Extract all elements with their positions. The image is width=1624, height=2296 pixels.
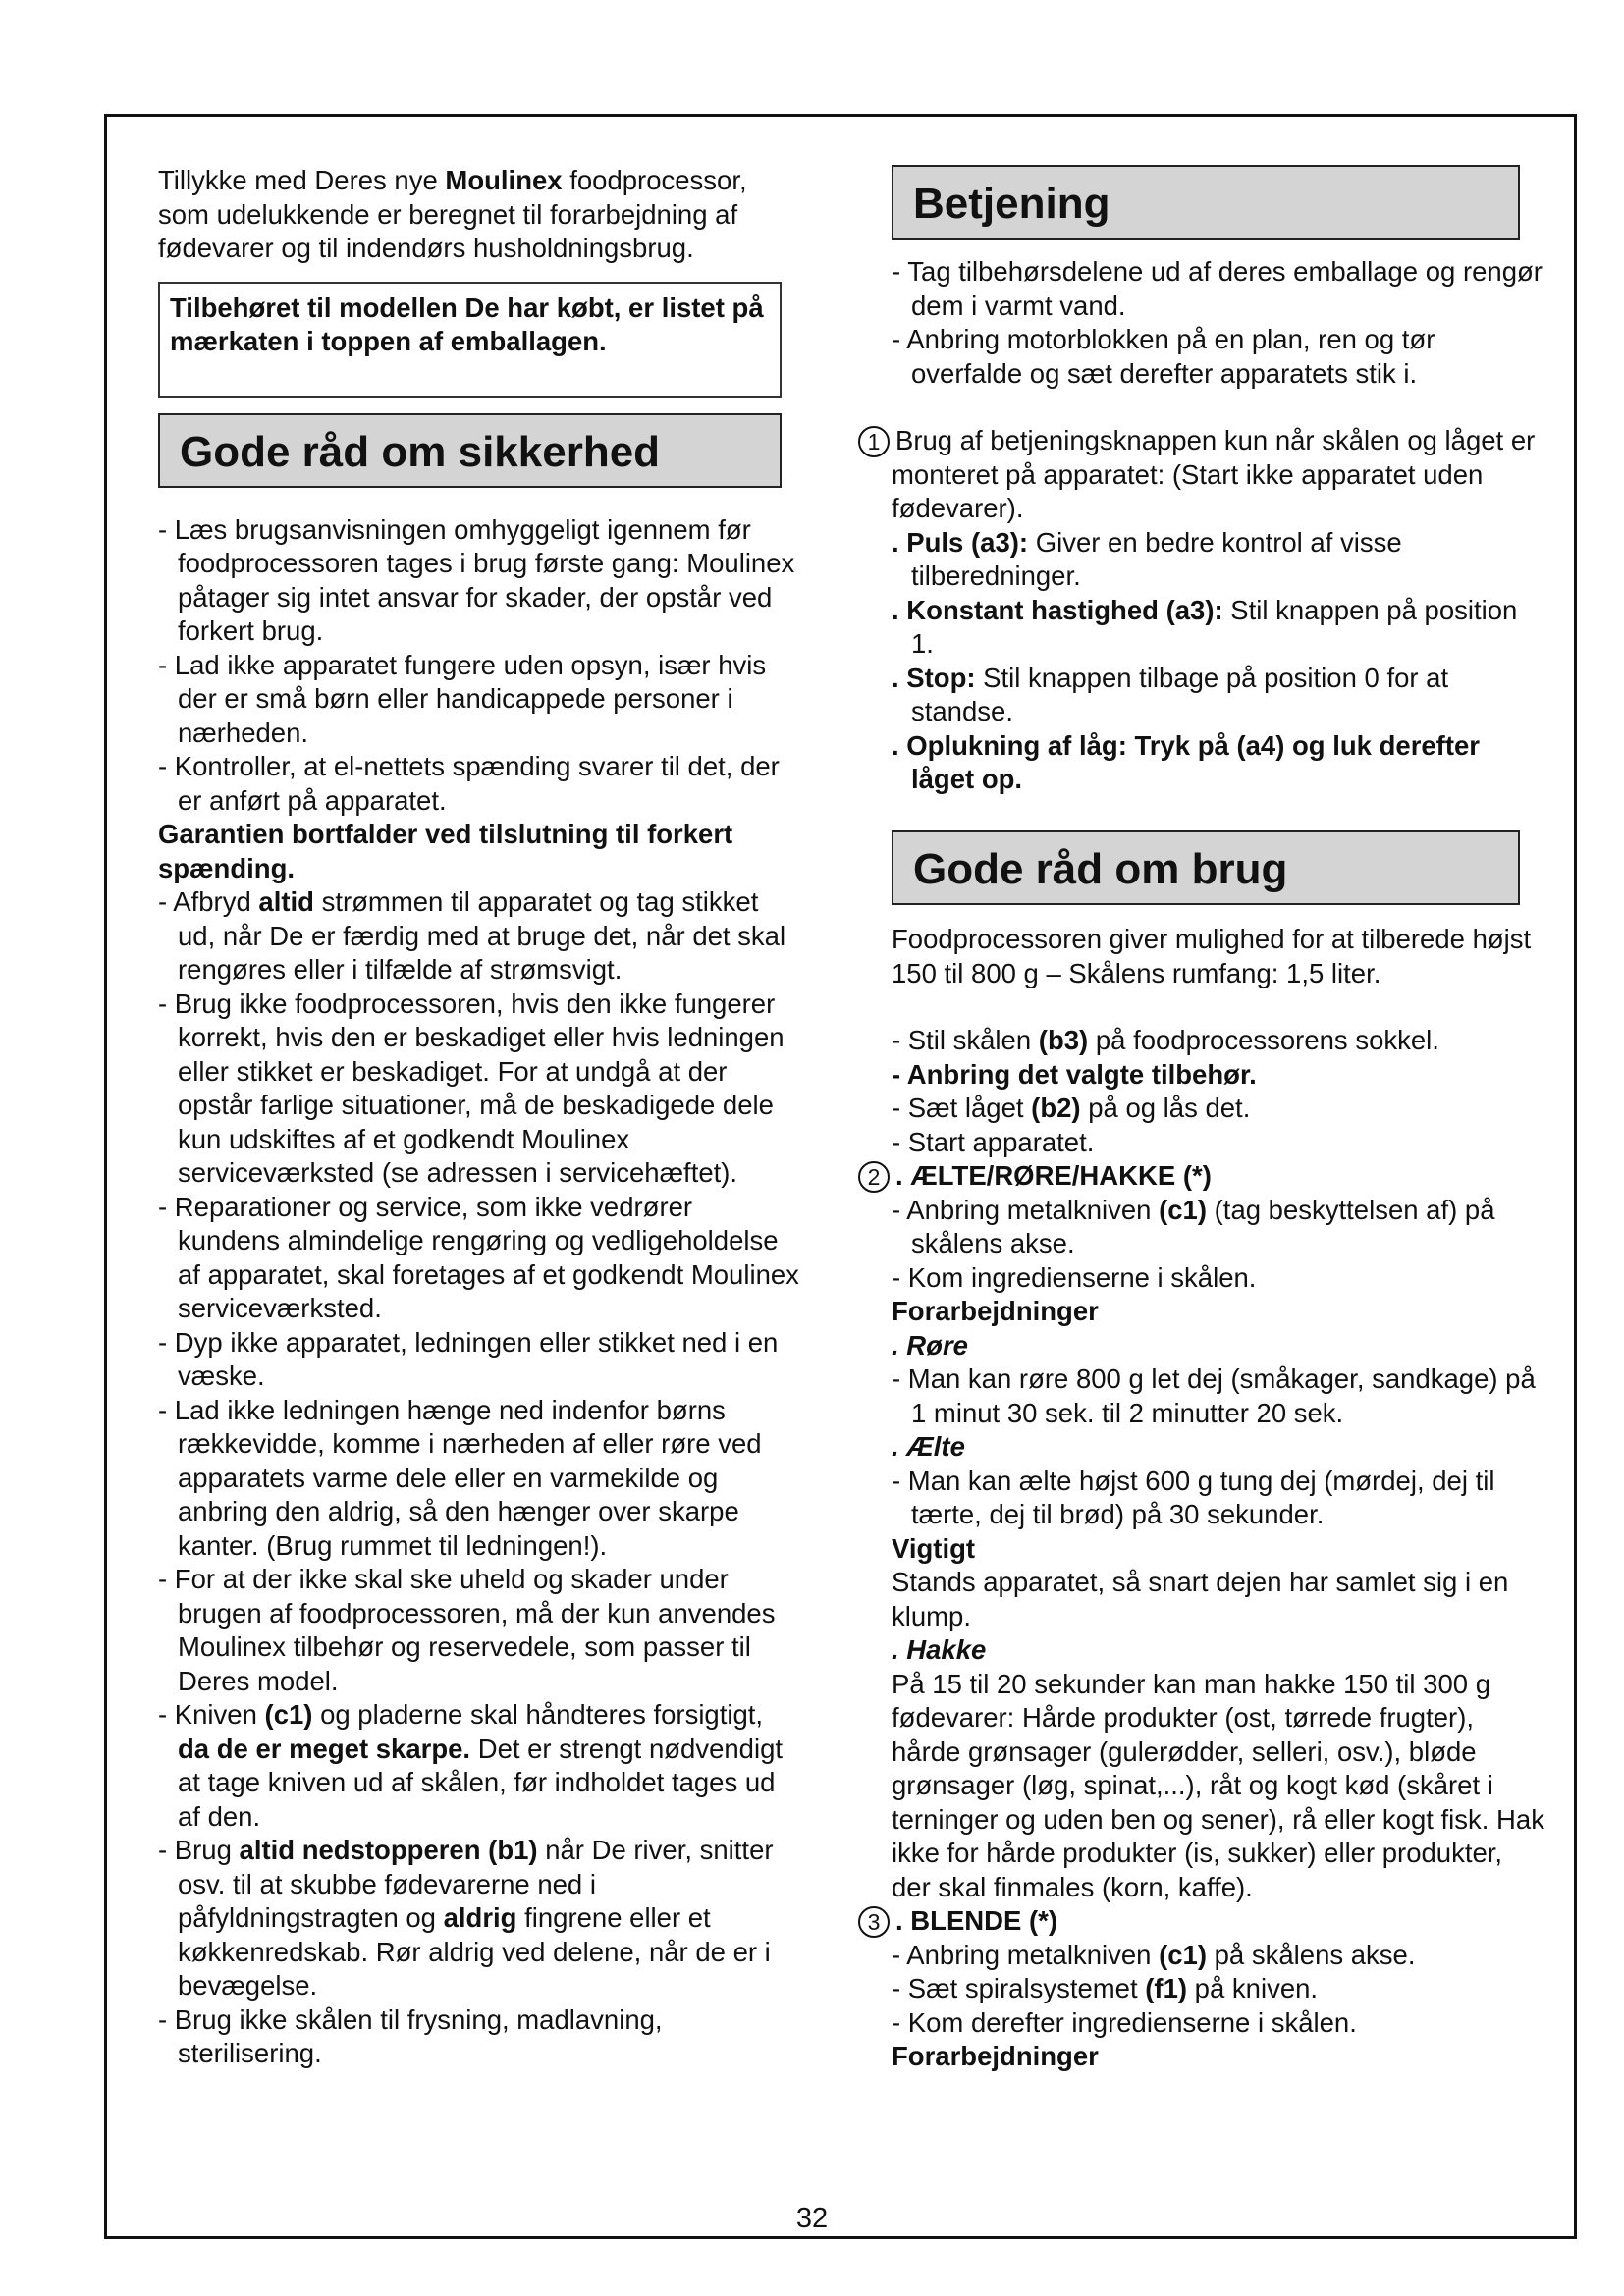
safety-item-11-b: altid nedstopperen (b1)	[239, 1835, 538, 1865]
warranty-warning	[158, 818, 801, 885]
usage-step-bowl-a: - Stil skålen	[892, 1025, 1039, 1055]
safety-item-10-b: (c1)	[264, 1699, 313, 1730]
intro-text-2: foodprocessor, som udelukkende er beregnet til forarbejdning af fødevarer og til indendørs husholdningsbrug.	[158, 165, 747, 263]
knead-heading-text: . Ælte	[892, 1431, 965, 1462]
usage-step-accessory	[892, 1058, 1544, 1093]
processing-heading-text: Forarbejdninger	[892, 1296, 1099, 1326]
safety-heading: Gode råd om sikkerhed	[158, 413, 782, 488]
important-heading-text: Vigtigt	[892, 1532, 976, 1564]
warranty-text: Garantien bortfalder ved tilslutning til forkert spænding.	[158, 819, 733, 883]
stop-label: . Stop:	[892, 662, 976, 693]
knead-step-1-a: - Anbring metalkniven	[892, 1194, 1160, 1225]
lid-opening-text: . Oplukning af låg: Tryk på (a4) og luk derefter låget op.	[892, 729, 1480, 794]
processing-heading	[892, 1295, 1544, 1329]
usage-section	[867, 923, 1544, 2074]
usage-step-bowl-b: (b3)	[1038, 1025, 1089, 1055]
safety-item-8: - Lad ikke ledningen hænge ned indenfor børns rækkevidde, komme i nærheden af eller røre ved apparatets varme dele eller en varmekilde og anbring den aldrig, så den hænger over skarpe kanter. (Brug rummet til ledningen!).	[158, 1394, 762, 1561]
operation-section	[867, 255, 1544, 797]
step-number-3-badge: 3	[858, 1906, 890, 1938]
stir-text: - Man kan røre 800 g let dej (småkager, sandkage) på 1 minut 30 sek. til 2 minutter 20 sek.	[892, 1363, 1536, 1428]
operation-item-2: - Anbring motorblokken på en plan, ren og tør overfalde og sæt derefter apparatets stik i.	[892, 324, 1435, 389]
blend-step-1-c: på skålens akse.	[1207, 1939, 1416, 1970]
intro-paragraph	[158, 164, 801, 266]
intro-text-1: Tillykke med Deres nye	[158, 165, 446, 195]
usage-step-start: - Start apparatet.	[892, 1126, 1095, 1157]
usage-step-accessory-text: - Anbring det valgte tilbehør.	[892, 1058, 1257, 1090]
accessory-notice-box	[158, 282, 782, 398]
blend-step-2	[892, 1972, 1544, 2006]
knead-step-1	[892, 1194, 1544, 1261]
operation-step-1-text: Brug af betjeningsknappen kun når skålen og låget er monteret på apparatet: (Start ikke apparatet uden fødevarer).	[892, 425, 1536, 523]
safety-item-10-e: Det er strengt nødvendigt at tage kniven ud af skålen, før indholdet tages ud af den.	[178, 1733, 784, 1832]
usage-step-lid	[892, 1092, 1544, 1126]
important-text: Stands apparatet, så snart dejen har samlet sig i en klump.	[892, 1567, 1509, 1631]
blend-section-title	[867, 1904, 1544, 1939]
chop-heading	[892, 1633, 1544, 1668]
blend-step-1	[892, 1939, 1544, 1973]
blend-step-2-a: - Sæt spiralsystemet	[892, 1973, 1146, 2003]
blend-step-2-c: på kniven.	[1187, 1973, 1319, 2003]
blend-step-1-a: - Anbring metalkniven	[892, 1939, 1160, 1970]
knead-text: - Man kan ælte højst 600 g tung dej (mørdej, dej til tærte, dej til brød) på 30 sekunder.	[892, 1465, 1495, 1529]
stop-text: Stil knappen tilbage på position 0 for at standse.	[911, 662, 1449, 726]
usage-step-lid-c: på og lås det.	[1080, 1093, 1251, 1123]
stir-heading	[892, 1329, 1544, 1363]
important-heading	[892, 1532, 1544, 1567]
safety-item-3: - Kontroller, at el-nettets spænding svarer til det, der er anført på apparatet.	[158, 751, 780, 816]
safety-item-7: - Dyp ikke apparatet, ledningen eller stikket ned i en væske.	[158, 1326, 779, 1391]
usage-step-lid-b: (b2)	[1031, 1093, 1081, 1123]
step-number-2-badge: 2	[858, 1161, 890, 1193]
safety-item-4	[158, 885, 801, 988]
usage-step-bowl-c: på foodprocessorens sokkel.	[1088, 1025, 1439, 1055]
safety-item-11	[158, 1834, 801, 2003]
usage-step-lid-a: - Sæt låget	[892, 1093, 1032, 1123]
usage-intro: Foodprocessoren giver mulighed for at tilberede højst 150 til 800 g – Skålens rumfang: 1,5 liter.	[892, 924, 1532, 988]
knead-heading	[892, 1430, 1544, 1465]
safety-item-1: - Læs brugsanvisningen omhyggeligt igennem før foodprocessoren tages i brug første gang: Moulinex påtager sig intet ansvar for skader, der opstår ved forkert brug.	[158, 513, 795, 646]
operation-heading: Betjening	[892, 165, 1520, 240]
safety-item-4-c: strømmen til apparatet og tag stikket ud, når De er færdig med at bruge det, når det skal rengøres eller i tilfælde af strømsvigt.	[178, 886, 786, 985]
safety-item-9: - For at der ikke skal ske uheld og skader under brugen af foodprocessoren, må der kun anvendes Moulinex tilbehør og reservedele, som passer til Deres model.	[158, 1564, 776, 1696]
knead-section-title	[867, 1159, 1544, 1194]
safety-item-4-b: altid	[258, 886, 314, 917]
accessory-notice-text: Tilbehøret til modellen De har købt, er listet på mærkaten i toppen af emballagen.	[170, 292, 764, 356]
knead-step-2: - Kom ingredienserne i skålen.	[892, 1261, 1257, 1293]
safety-item-5: - Brug ikke foodprocessoren, hvis den ikke fungerer korrekt, hvis den er beskadiget eller hvis ledningen eller stikket er beskadiget. For at undgå at der opstår farlige situationer, må de beskadigede dele kun udskiftes af et godkendt Moulinex serviceværksted (se adressen i servicehæftet).	[158, 988, 785, 1188]
usage-step-bowl	[892, 1024, 1544, 1058]
stop-mode	[892, 662, 1544, 729]
constant-speed-mode	[892, 594, 1544, 662]
safety-item-11-c: når De river, snitter osv. til at skubbe fødevarerne ned i påfyldningstragten og	[178, 1835, 774, 1933]
constant-speed-label: . Konstant hastighed (a3):	[892, 594, 1223, 625]
blend-step-2-b: (f1)	[1145, 1973, 1188, 2003]
blend-step-1-b: (c1)	[1159, 1939, 1207, 1970]
constant-speed-text: Stil knappen på position 1.	[911, 594, 1518, 659]
processing-heading-2-text: Forarbejdninger	[892, 2041, 1099, 2071]
processing-heading-2	[892, 2040, 1544, 2074]
knead-title-text: . ÆLTE/RØRE/HAKKE (*)	[895, 1160, 1212, 1191]
safety-item-10-a: - Kniven	[158, 1699, 265, 1730]
safety-item-12: - Brug ikke skålen til frysning, madlavning, sterilisering.	[158, 2003, 663, 2068]
usage-heading: Gode råd om brug	[892, 830, 1520, 905]
knead-step-1-c: (tag beskyttelsen af) på skålens akse.	[911, 1194, 1495, 1258]
brand-name: Moulinex	[445, 165, 563, 195]
safety-item-10	[158, 1698, 801, 1834]
pulse-label: . Puls (a3):	[892, 526, 1029, 558]
operation-step-1	[867, 424, 1544, 526]
lid-opening	[892, 729, 1544, 797]
safety-item-10-d: da de er meget skarpe.	[178, 1733, 471, 1764]
knead-step-1-b: (c1)	[1159, 1194, 1207, 1225]
stir-heading-text: . Røre	[892, 1329, 968, 1361]
safety-item-11-e: fingrene eller et køkkenredskab. Rør aldrig ved delene, når de er i bevægelse.	[178, 1902, 771, 2001]
left-column	[158, 164, 801, 2071]
step-number-1-badge: 1	[858, 426, 890, 457]
chop-text: På 15 til 20 sekunder kan man hakke 150 til 300 g fødevarer: Hårde produkter (ost, tørrede frugter), hårde grønsager (gulerødder, selleri, osv.), bløde grønsager (løg, spinat,...), råt og kogt kød (skåret i terninger og uden ben og sener), rå eller kogt fisk. Hak ikke for hårde produkter (is, sukker) eller produkter, der skal finmales (korn, kaffe).	[892, 1668, 1544, 1902]
blend-step-3: - Kom derefter ingredienserne i skålen.	[892, 2006, 1357, 2038]
operation-item-1: - Tag tilbehørsdelene ud af deres emballage og rengør dem i varmt vand.	[892, 256, 1543, 321]
pulse-mode	[892, 526, 1544, 594]
safety-item-6: - Reparationer og service, som ikke vedrører kundens almindelige rengøring og vedligeholdelse af apparatet, skal foretages af et godkendt Moulinex serviceværksted.	[158, 1191, 799, 1323]
safety-item-11-d: aldrig	[443, 1902, 517, 1933]
safety-item-11-a: - Brug	[158, 1835, 240, 1865]
pulse-text: Giver en bedre kontrol af visse tilberedninger.	[911, 526, 1402, 591]
blend-title-text: . BLENDE (*)	[895, 1905, 1057, 1936]
safety-item-10-c: og pladerne skal håndteres forsigtigt,	[312, 1699, 764, 1730]
page-number: 32	[795, 2203, 829, 2234]
safety-item-4-a: - Afbryd	[158, 886, 259, 917]
chop-heading-text: . Hakke	[892, 1634, 987, 1665]
safety-item-2: - Lad ikke apparatet fungere uden opsyn, især hvis der er små børn eller handicappede personer i nærheden.	[158, 649, 767, 748]
